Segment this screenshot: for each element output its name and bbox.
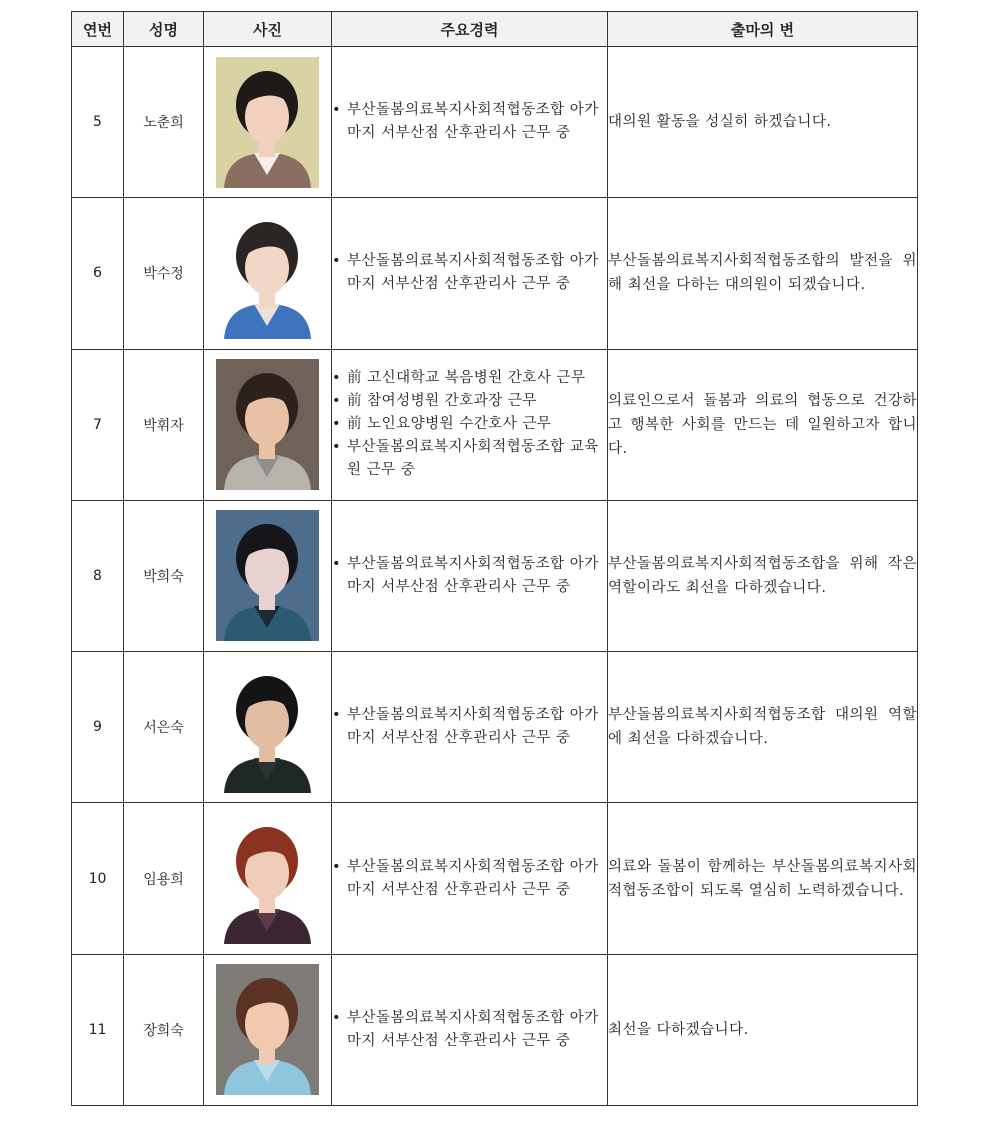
career-cell (332, 349, 608, 500)
table-row (72, 198, 918, 349)
career-item: • 前 고신대학교 복음병원 간호사 근무 (332, 367, 607, 390)
candidate-name: 박희숙 (124, 500, 204, 651)
candidate-photo (216, 964, 319, 1095)
photo-cell (204, 500, 332, 651)
career-cell (332, 803, 608, 954)
candidate-number: 11 (72, 954, 124, 1105)
header-statement: 출마의 변 (608, 12, 918, 47)
career-cell (332, 47, 608, 198)
photo-cell (204, 47, 332, 198)
candidate-photo (216, 359, 319, 490)
career-item: • 부산돌봄의료복지사회적협동조합 아가마지 서부산점 산후관리사 근무 중 (332, 250, 607, 296)
portrait-image (216, 208, 319, 339)
candidate-photo (216, 208, 319, 339)
header-number: 연번 (72, 12, 124, 47)
portrait-image (216, 57, 319, 188)
candidate-name: 임용희 (124, 803, 204, 954)
candidate-statement: 의료와 돌봄이 함께하는 부산돌봄의료복지사회적협동조합이 되도록 열심히 노력하겠습니다. (608, 803, 918, 954)
candidate-name: 서은숙 (124, 652, 204, 803)
photo-cell (204, 198, 332, 349)
career-list (332, 856, 607, 902)
career-list (332, 250, 607, 296)
table-row (72, 47, 918, 198)
candidate-table (71, 11, 918, 1106)
candidate-photo (216, 813, 319, 944)
candidate-statement: 의료인으로서 돌봄과 의료의 협동으로 건강하고 행복한 사회를 만드는 데 일원하고자 합니다. (608, 349, 918, 500)
candidate-statement: 부산돌봄의료복지사회적협동조합을 위해 작은 역할이라도 최선을 다하겠습니다. (608, 500, 918, 651)
candidate-number: 8 (72, 500, 124, 651)
career-cell (332, 500, 608, 651)
candidate-name: 장희숙 (124, 954, 204, 1105)
candidate-name: 노춘희 (124, 47, 204, 198)
candidate-statement: 부산돌봄의료복지사회적협동조합 대의원 역할에 최선을 다하겠습니다. (608, 652, 918, 803)
table-row (72, 349, 918, 500)
candidate-statement: 대의원 활동을 성실히 하겠습니다. (608, 47, 918, 198)
header-row (72, 12, 918, 47)
table-row (72, 652, 918, 803)
career-list (332, 367, 607, 482)
photo-cell (204, 349, 332, 500)
photo-cell (204, 803, 332, 954)
header-photo: 사진 (204, 12, 332, 47)
portrait-image (216, 359, 319, 490)
candidate-number: 7 (72, 349, 124, 500)
career-cell (332, 652, 608, 803)
career-item: • 부산돌봄의료복지사회적협동조합 아가마지 서부산점 산후관리사 근무 중 (332, 553, 607, 599)
candidate-statement: 최선을 다하겠습니다. (608, 954, 918, 1105)
portrait-image (216, 813, 319, 944)
career-item: • 부산돌봄의료복지사회적협동조합 아가마지 서부산점 산후관리사 근무 중 (332, 1007, 607, 1053)
candidate-name: 박휘자 (124, 349, 204, 500)
career-list (332, 1007, 607, 1053)
header-career: 주요경력 (332, 12, 608, 47)
candidate-name: 박수정 (124, 198, 204, 349)
portrait-image (216, 662, 319, 793)
career-list (332, 704, 607, 750)
career-cell (332, 954, 608, 1105)
career-list (332, 99, 607, 145)
candidate-number: 10 (72, 803, 124, 954)
portrait-image (216, 964, 319, 1095)
table-row (72, 954, 918, 1105)
career-item: • 부산돌봄의료복지사회적협동조합 아가마지 서부산점 산후관리사 근무 중 (332, 704, 607, 750)
career-item: • 前 노인요양병원 수간호사 근무 (332, 413, 607, 436)
career-item: • 부산돌봄의료복지사회적협동조합 아가마지 서부산점 산후관리사 근무 중 (332, 99, 607, 145)
candidate-number: 5 (72, 47, 124, 198)
table-row (72, 500, 918, 651)
photo-cell (204, 652, 332, 803)
portrait-image (216, 510, 319, 641)
photo-cell (204, 954, 332, 1105)
candidate-photo (216, 510, 319, 641)
career-item: • 前 참여성병원 간호과장 근무 (332, 390, 607, 413)
candidate-number: 6 (72, 198, 124, 349)
candidate-photo (216, 662, 319, 793)
table-row (72, 803, 918, 954)
header-name: 성명 (124, 12, 204, 47)
career-item: • 부산돌봄의료복지사회적협동조합 교육원 근무 중 (332, 436, 607, 482)
career-list (332, 553, 607, 599)
candidate-statement: 부산돌봄의료복지사회적협동조합의 발전을 위해 최선을 다하는 대의원이 되겠습니다. (608, 198, 918, 349)
candidate-number: 9 (72, 652, 124, 803)
career-cell (332, 198, 608, 349)
candidate-photo (216, 57, 319, 188)
career-item: • 부산돌봄의료복지사회적협동조합 아가마지 서부산점 산후관리사 근무 중 (332, 856, 607, 902)
